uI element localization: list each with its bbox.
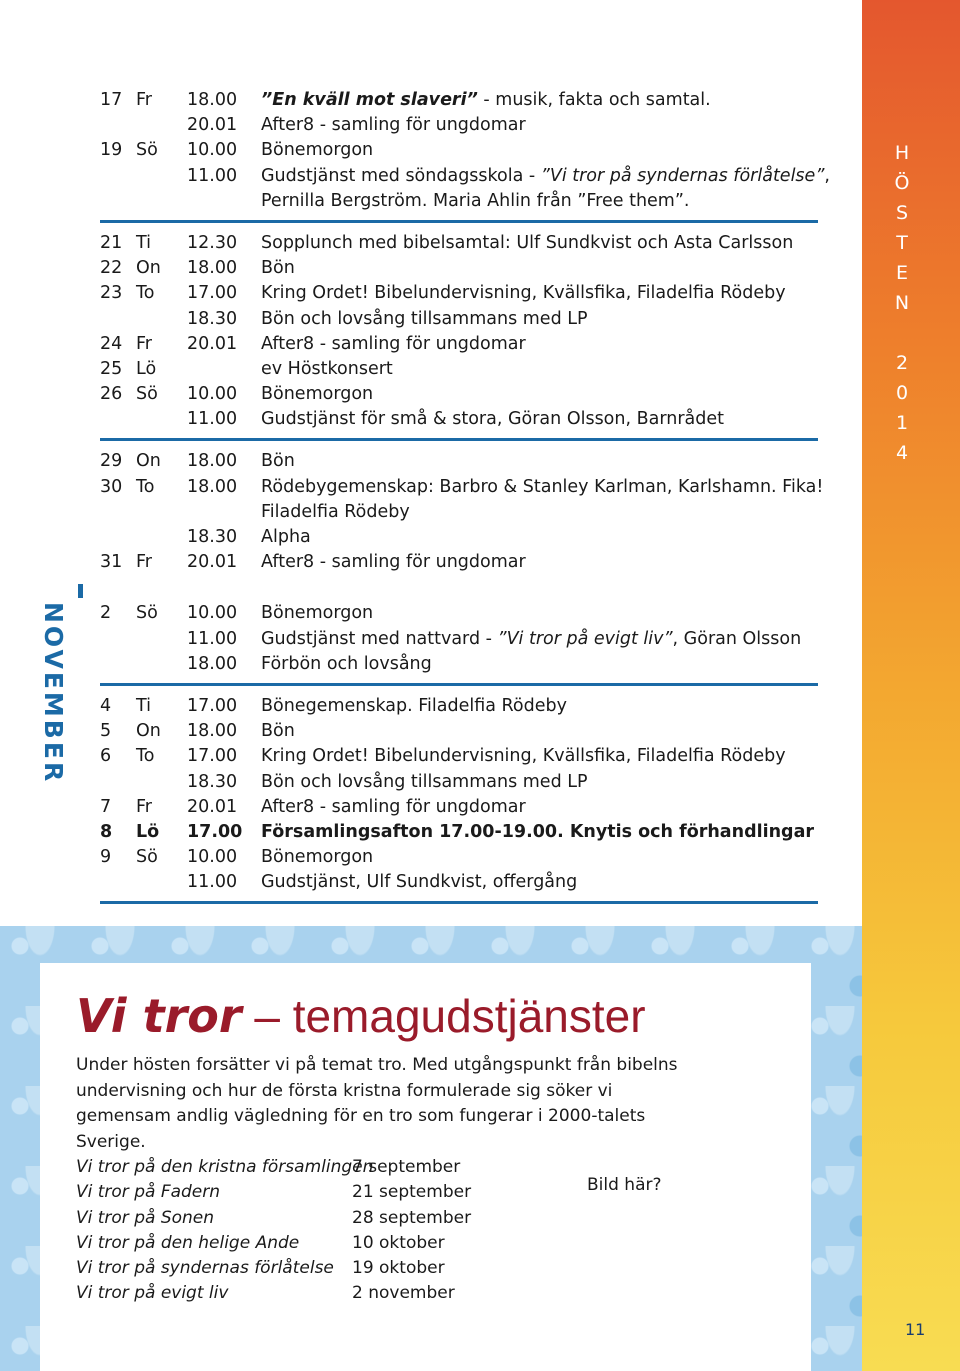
schedule-row <box>100 407 820 432</box>
event-description <box>261 164 830 189</box>
event-description <box>261 189 690 214</box>
event-description <box>261 719 295 744</box>
schedule-row <box>100 795 820 820</box>
event-day: 6 <box>100 746 112 767</box>
event-day: 30 <box>100 476 123 497</box>
event-weekday: On <box>136 258 161 279</box>
event-description-part: ”En kväll mot slaveri” <box>261 90 478 110</box>
season-letter <box>890 318 914 348</box>
event-day: 17 <box>100 90 123 110</box>
event-description-part: , Göran Olsson <box>672 628 802 649</box>
event-description-part: ”Vi tror på evigt liv” <box>497 628 673 649</box>
event-time: 10.00 <box>187 140 238 161</box>
season-letter: 1 <box>895 412 909 434</box>
schedule-row <box>100 525 820 550</box>
event-description <box>261 601 373 626</box>
event-weekday: On <box>136 721 161 742</box>
card-title-rest: – temagudstjänster <box>241 990 646 1042</box>
theme-date: 7 september <box>352 1157 461 1177</box>
schedule-row <box>100 164 830 189</box>
event-time: 18.30 <box>187 771 238 792</box>
event-weekday: Sö <box>136 603 158 624</box>
schedule-row <box>100 627 820 652</box>
event-description-part: , <box>824 165 830 186</box>
event-day: 23 <box>100 283 123 304</box>
event-description <box>261 820 814 845</box>
event-description-part: After8 - samling för ungdomar <box>261 796 526 817</box>
event-description-part: After8 - samling för ungdomar <box>261 333 526 354</box>
event-description <box>261 550 526 575</box>
event-time: 18.00 <box>187 451 238 472</box>
schedule-row <box>100 770 820 795</box>
group-separator <box>100 438 818 441</box>
schedule-row <box>100 357 820 382</box>
theme-name: Vi tror på Fadern <box>76 1182 221 1203</box>
season-letter: N <box>894 292 910 314</box>
theme-date: 10 oktober <box>352 1232 445 1253</box>
event-day: 8 <box>100 821 113 842</box>
event-day: 25 <box>100 358 123 379</box>
event-description-part: Gudstjänst med söndagsskola - <box>261 165 541 186</box>
schedule-row <box>100 694 820 719</box>
event-weekday: Sö <box>136 140 158 161</box>
season-letter: T <box>896 232 908 254</box>
schedule-row <box>100 449 820 474</box>
event-description <box>261 449 295 474</box>
theme-date: 28 september <box>352 1207 472 1228</box>
event-description <box>261 231 793 256</box>
schedule-row <box>100 88 820 113</box>
event-description-part: Bönemorgon <box>261 140 374 161</box>
event-description-part: Bön och lovsång tillsammans med LP <box>261 771 588 792</box>
theme-date: 2 november <box>352 1283 455 1304</box>
event-time: 10.00 <box>187 603 238 624</box>
event-time: 17.00 <box>187 821 243 842</box>
event-description-part: Gudstjänst, Ulf Sundkvist, offergång <box>261 872 578 893</box>
event-description-part: Bönemorgon <box>261 384 374 405</box>
schedule-row <box>100 744 820 769</box>
event-weekday: Ti <box>136 695 152 716</box>
event-description-part: Gudstjänst med nattvard - <box>261 628 498 649</box>
season-letter: 0 <box>895 382 909 404</box>
event-weekday: Fr <box>136 552 152 573</box>
event-description <box>261 652 432 677</box>
event-schedule <box>100 88 830 912</box>
event-description <box>261 694 567 719</box>
schedule-row <box>100 652 820 677</box>
event-time: 10.00 <box>187 847 238 868</box>
theme-date: 19 oktober <box>352 1258 445 1279</box>
event-description <box>261 845 373 870</box>
event-time: 17.00 <box>187 283 238 304</box>
schedule-row <box>100 382 820 407</box>
event-description <box>261 307 588 332</box>
event-weekday: On <box>136 451 161 472</box>
theme-name: Vi tror på syndernas förlåtelse <box>76 1258 334 1279</box>
event-description-part: Bön <box>261 258 295 279</box>
schedule-row <box>100 845 820 870</box>
event-description <box>261 88 711 113</box>
schedule-row <box>100 550 820 575</box>
event-description <box>261 475 823 500</box>
event-description-part: Församlingsafton 17.00-19.00. Knytis och förhandlingar <box>261 821 815 842</box>
event-description-part: Bönegemenskap. Filadelfia Rödeby <box>261 695 567 716</box>
season-label <box>890 138 914 468</box>
season-letter: 4 <box>895 442 909 464</box>
schedule-row <box>100 870 820 895</box>
schedule-row <box>100 307 820 332</box>
event-day: 2 <box>100 603 112 624</box>
event-description-part: ”Vi tror på syndernas förlåtelse” <box>540 165 825 186</box>
event-description <box>261 407 724 432</box>
event-description-part: After8 - samling för ungdomar <box>261 552 526 573</box>
month-marker <box>78 584 83 598</box>
season-letter: 2 <box>895 352 909 374</box>
event-description <box>261 795 526 820</box>
season-letter: E <box>895 262 908 284</box>
theme-name: Vi tror på evigt liv <box>76 1283 229 1304</box>
event-day: 31 <box>100 552 123 573</box>
schedule-row <box>100 189 820 214</box>
page-number: 11 <box>905 1320 926 1339</box>
event-time: 11.00 <box>187 409 238 430</box>
event-day: 5 <box>100 721 112 742</box>
event-description <box>261 281 786 306</box>
event-description-part: Alpha <box>261 527 311 547</box>
schedule-row <box>100 500 820 525</box>
event-time: 17.00 <box>187 695 238 716</box>
event-weekday: Lö <box>136 358 157 379</box>
event-description-part: Förbön och lovsång <box>261 653 432 674</box>
event-description-part: ev Höstkonsert <box>261 358 393 379</box>
photo-placeholder-note: Bild här? <box>587 1175 662 1195</box>
event-time: 11.00 <box>187 872 238 893</box>
theme-services-card <box>40 963 811 1371</box>
event-weekday: To <box>136 283 155 304</box>
event-description-part: Sopplunch med bibelsamtal: Ulf Sundkvist och Asta Carlsson <box>261 232 794 253</box>
event-description <box>261 770 588 795</box>
event-description-part: Bönemorgon <box>261 603 374 624</box>
event-day: 24 <box>100 333 123 354</box>
event-day: 7 <box>100 796 112 817</box>
event-description-part: Gudstjänst för små & stora, Göran Olsson, Barnrådet <box>261 409 724 430</box>
schedule-row <box>100 256 820 281</box>
group-separator <box>100 683 818 686</box>
event-day: 22 <box>100 258 123 279</box>
event-time: 12.30 <box>187 232 238 253</box>
event-time: 20.01 <box>187 552 238 573</box>
card-title <box>76 989 646 1043</box>
event-description-part: Kring Ordet! Bibelundervisning, Kvällsfika, Filadelfia Rödeby <box>261 283 786 304</box>
event-time: 17.00 <box>187 746 238 767</box>
event-weekday: Sö <box>136 847 158 868</box>
event-weekday: Ti <box>136 232 152 253</box>
event-day: 9 <box>100 847 112 868</box>
theme-name: Vi tror på Sonen <box>76 1207 215 1228</box>
event-description <box>261 870 577 895</box>
event-description <box>261 382 373 407</box>
event-time: 18.00 <box>187 653 238 674</box>
event-weekday: To <box>136 476 155 497</box>
event-day: 26 <box>100 384 123 405</box>
event-description <box>261 256 295 281</box>
event-description-part: After8 - samling för ungdomar <box>261 115 526 136</box>
event-day: 21 <box>100 232 123 253</box>
event-weekday: Fr <box>136 796 152 817</box>
card-body-text: Under hösten forsätter vi på temat tro. Med utgångspunkt från bibelns undervisning och hur de första kristna formulerade sig söker vi gemensam andlig vägledning för en tro som fungerar i 2000-talets Sverige. <box>76 1055 678 1152</box>
event-description-part: Kring Ordet! Bibelundervisning, Kvällsfika, Filadelfia Rödeby <box>261 746 786 767</box>
event-time: 18.00 <box>187 476 238 497</box>
event-weekday: Sö <box>136 384 158 405</box>
schedule-row <box>100 719 820 744</box>
season-letter: S <box>895 202 909 224</box>
event-description <box>261 627 801 652</box>
schedule-row <box>100 475 824 500</box>
event-description-part: Pernilla Bergström. Maria Ahlin från ”Free them”. <box>261 190 690 211</box>
event-description <box>261 113 526 138</box>
event-time: 20.01 <box>187 333 238 354</box>
event-time: 18.30 <box>187 308 238 329</box>
event-time: 11.00 <box>187 165 238 186</box>
event-weekday: To <box>136 746 155 767</box>
card-title-bold: Vi tror <box>76 989 242 1043</box>
event-time: 18.00 <box>187 721 238 742</box>
event-description-part: - musik, fakta och samtal. <box>477 90 711 110</box>
schedule-row <box>100 231 820 256</box>
event-description-part: Bön och lovsång tillsammans med LP <box>261 308 588 329</box>
theme-date: 21 september <box>352 1182 472 1203</box>
schedule-row <box>100 113 820 138</box>
event-description <box>261 744 786 769</box>
event-description-part: Rödebygemenskap: Barbro & Stanley Karlman, Karlshamn. Fika! <box>261 476 824 497</box>
schedule-row <box>100 138 820 163</box>
event-time: 20.01 <box>187 115 238 136</box>
theme-name: Vi tror på den helige Ande <box>76 1232 300 1253</box>
schedule-row <box>100 820 820 845</box>
event-time: 11.00 <box>187 628 238 649</box>
group-separator <box>100 220 818 223</box>
event-description <box>261 525 311 550</box>
event-description-part: Bön <box>261 451 295 472</box>
schedule-row <box>100 332 820 357</box>
event-description-part: Bön <box>261 721 295 742</box>
event-description <box>261 138 373 163</box>
month-label-november: NOVEMBER <box>39 602 68 785</box>
event-weekday: Lö <box>136 821 160 842</box>
season-letter: Ö <box>894 172 910 194</box>
theme-name: Vi tror på den kristna församlingen <box>76 1157 374 1177</box>
event-description <box>261 332 526 357</box>
event-time: 10.00 <box>187 384 238 405</box>
schedule-row <box>100 281 820 306</box>
group-separator <box>100 901 818 904</box>
event-weekday: Fr <box>136 90 152 110</box>
event-time: 20.01 <box>187 796 238 817</box>
event-description <box>261 357 393 382</box>
schedule-row <box>100 601 820 626</box>
event-day: 19 <box>100 140 123 161</box>
event-description <box>261 500 410 525</box>
event-day: 4 <box>100 695 112 716</box>
event-description-part: Filadelfia Rödeby <box>261 501 410 522</box>
event-time: 18.00 <box>187 90 238 110</box>
season-letter: H <box>894 142 910 164</box>
event-time: 18.00 <box>187 258 238 279</box>
event-time: 18.30 <box>187 527 238 547</box>
event-description-part: Bönemorgon <box>261 847 374 868</box>
event-weekday: Fr <box>136 333 152 354</box>
event-day: 29 <box>100 451 123 472</box>
